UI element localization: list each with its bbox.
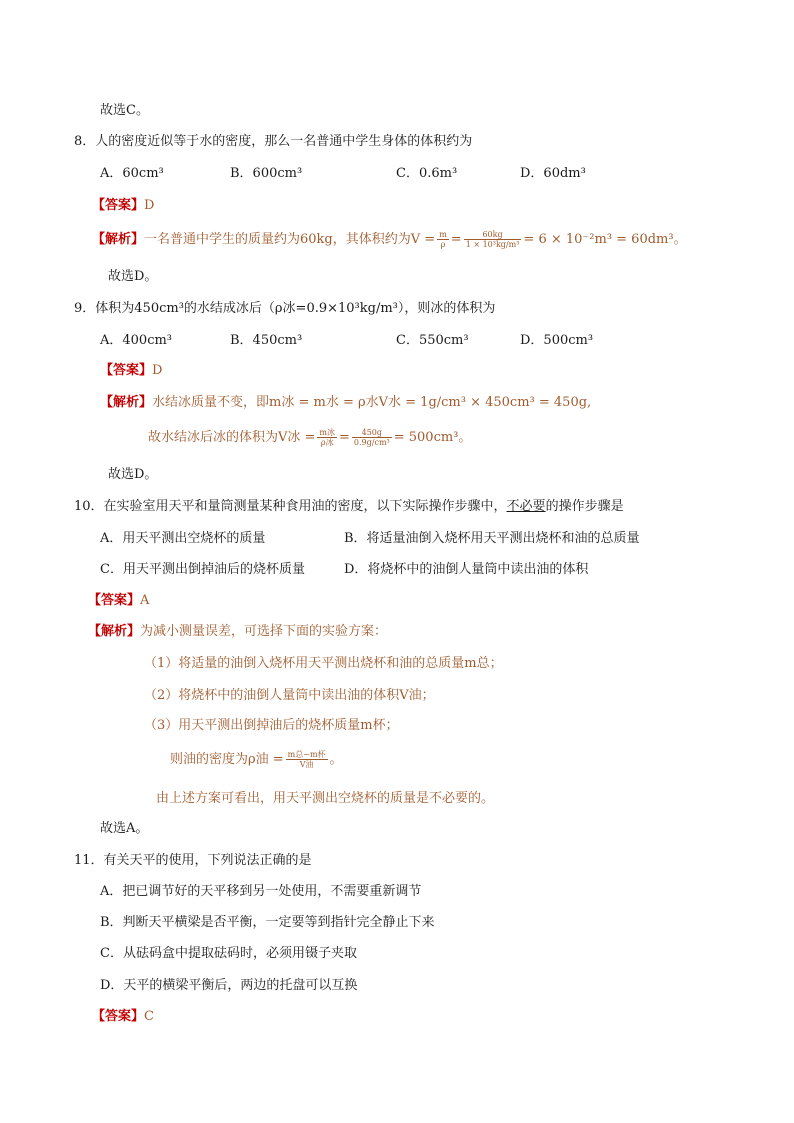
answer-value: C bbox=[144, 1009, 154, 1024]
q8-analysis-line bbox=[92, 230, 687, 249]
fraction-denominator: ρ冰 bbox=[320, 438, 334, 447]
q11-answer-line bbox=[92, 1008, 154, 1026]
fraction-numerator: m总−m杯 bbox=[287, 750, 326, 759]
q8-stem: 8．人的密度近似等于水的密度，那么一名普通中学生身体的体积约为 bbox=[74, 134, 473, 149]
q10-summary: 由上述方案可看出，用天平测出空烧杯的质量是不必要的。 bbox=[156, 791, 495, 806]
stem-text: 10．在实验室用天平和量筒测量某种食用油的密度，以下实际操作步骤中， bbox=[74, 499, 507, 514]
formula-fraction bbox=[352, 428, 392, 447]
analysis-text: 故水结冰后冰的体积为V冰 = bbox=[148, 430, 316, 445]
formula-fraction bbox=[437, 230, 449, 249]
q9-analysis-line bbox=[100, 394, 591, 412]
q8-conclusion: 故选D。 bbox=[108, 269, 158, 284]
analysis-text: 一名普通中学生的质量约为60kg，其体积约为 bbox=[144, 232, 411, 247]
fraction-numerator: m冰 bbox=[319, 428, 336, 437]
q10-answer-line bbox=[88, 592, 149, 610]
q10-option-d: D．将烧杯中的油倒人量筒中读出油的体积 bbox=[344, 562, 589, 577]
q11-option-b: B．判断天平横梁是否平衡，一定要等到指针完全静止下来 bbox=[100, 915, 435, 930]
formula-end: 。 bbox=[329, 752, 343, 767]
q8-option-d: D．60dm³ bbox=[520, 166, 586, 181]
q11-option-a: A．把已调节好的天平移到另一处使用，不需要重新调节 bbox=[100, 884, 422, 899]
stem-text: 的操作步骤是 bbox=[545, 499, 624, 514]
fraction-numerator: 60kg bbox=[464, 230, 522, 240]
q11-option-c: C．从砝码盒中提取砝码时，必须用镊子夹取 bbox=[100, 946, 357, 961]
answer-tag: 【答案】 bbox=[92, 198, 145, 213]
answer-value: A bbox=[140, 593, 150, 608]
formula-fraction bbox=[317, 428, 337, 447]
q10-option-c: C．用天平测出倒掉油后的烧杯质量 bbox=[100, 562, 305, 577]
formula-fraction bbox=[464, 230, 522, 249]
q10-conclusion: 故选A。 bbox=[100, 821, 149, 836]
stem-underlined: 不必要 bbox=[506, 499, 546, 514]
q9-stem: 9．体积为450cm³的水结成冰后（ρ冰=0.9×10³kg/m³），则冰的体积为 bbox=[74, 301, 496, 316]
q10-analysis-line bbox=[88, 623, 387, 641]
analysis-text: 则油的密度为ρ油 = bbox=[170, 752, 284, 767]
q10-option-a: A．用天平测出空烧杯的质量 bbox=[100, 531, 266, 546]
analysis-tag: 【解析】 bbox=[92, 232, 145, 247]
q10-stem bbox=[74, 498, 624, 516]
answer-tag: 【答案】 bbox=[88, 593, 141, 608]
answer-value: D bbox=[152, 363, 163, 378]
formula-eq: = bbox=[339, 430, 350, 445]
fraction-numerator: 450g bbox=[352, 428, 392, 438]
q9-option-b: B．450cm³ bbox=[230, 333, 303, 348]
fraction-denominator: 0.9g/cm³ bbox=[353, 438, 390, 447]
analysis-tag: 【解析】 bbox=[88, 624, 141, 639]
fraction-numerator: m bbox=[439, 230, 447, 239]
q10-step-3: （3）用天平测出倒掉油后的烧杯质量m杯； bbox=[144, 718, 399, 733]
answer-tag: 【答案】 bbox=[92, 1009, 145, 1024]
q9-option-a: A．400cm³ bbox=[100, 333, 173, 348]
analysis-tag: 【解析】 bbox=[100, 395, 153, 410]
q8-answer-line bbox=[92, 197, 154, 215]
q10-option-b: B．将适量油倒入烧杯用天平测出烧杯和油的总质量 bbox=[344, 531, 640, 546]
formula-rhs: = 6 × 10⁻²m³ = 60dm³。 bbox=[523, 232, 687, 247]
q8-option-b: B．600cm³ bbox=[230, 166, 303, 181]
formula-lhs: V = bbox=[410, 232, 436, 247]
q7-conclusion: 故选C。 bbox=[100, 103, 149, 118]
formula-eq: = bbox=[450, 232, 462, 247]
fraction-denominator: ρ bbox=[440, 240, 446, 249]
q9-analysis-line2 bbox=[148, 428, 471, 447]
q9-conclusion: 故选D。 bbox=[108, 467, 158, 482]
formula-rhs: = 500cm³。 bbox=[393, 430, 472, 445]
analysis-text: 水结冰质量不变，即m冰 = m水 = ρ水V水 = 1g/cm³ × 450cm³ = 450g, bbox=[152, 395, 592, 410]
formula-fraction bbox=[286, 750, 328, 769]
q11-option-d: D．天平的横梁平衡后，两边的托盘可以互换 bbox=[100, 978, 358, 993]
q10-step-1: （1）将适量的油倒入烧杯用天平测出烧杯和油的总质量m总； bbox=[144, 656, 503, 671]
analysis-text: 为减小测量误差，可选择下面的实验方案： bbox=[140, 624, 388, 639]
q11-stem: 11．有关天平的使用，下列说法正确的是 bbox=[74, 853, 312, 868]
q9-answer-line bbox=[100, 362, 162, 380]
answer-tag: 【答案】 bbox=[100, 363, 153, 378]
q9-option-d: D．500cm³ bbox=[520, 333, 594, 348]
fraction-denominator: V油 bbox=[299, 760, 314, 769]
q10-density-line bbox=[170, 750, 343, 769]
q8-option-c: C．0.6m³ bbox=[396, 166, 458, 181]
q9-option-c: C．550cm³ bbox=[396, 333, 469, 348]
answer-value: D bbox=[144, 198, 155, 213]
q10-step-2: （2）将烧杯中的油倒人量筒中读出油的体积V油； bbox=[144, 688, 435, 703]
fraction-denominator: 1 × 10³kg/m³ bbox=[465, 240, 520, 249]
q8-option-a: A．60cm³ bbox=[100, 166, 164, 181]
